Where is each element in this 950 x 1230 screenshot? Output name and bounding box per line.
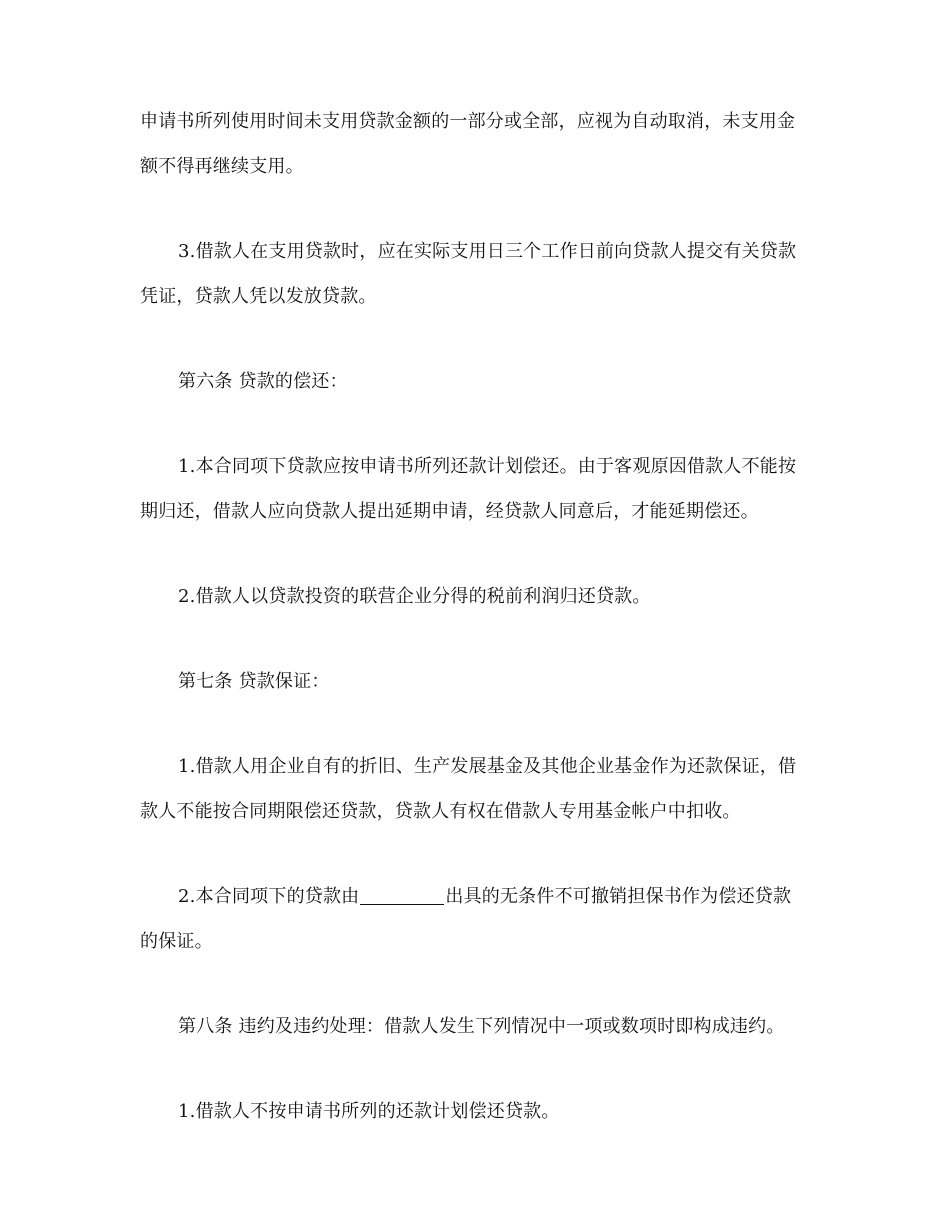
article-heading: 第八条 违约及违约处理：借款人发生下列情况中一项或数项时即构成违约。 <box>178 1016 785 1037</box>
paragraph-line: 额不得再继续支用。 <box>140 156 304 177</box>
paragraph-line: 凭证，贷款人凭以发放贷款。 <box>140 286 377 307</box>
paragraph-line: 2.借款人以贷款投资的联营企业分得的税前利润归还贷款。 <box>178 586 651 607</box>
paragraph-text: 出具的无条件不可撤销担保书作为偿还贷款 <box>445 886 792 907</box>
paragraph-line: 期归还，借款人应向贷款人提出延期申请，经贷款人同意后，才能延期偿还。 <box>140 501 759 522</box>
paragraph-line: 3.借款人在支用贷款时，应在实际支用日三个工作日前向贷款人提交有关贷款 <box>178 241 797 262</box>
paragraph-line: 款人不能按合同期限偿还贷款，贷款人有权在借款人专用基金帐户中扣收。 <box>140 801 741 822</box>
paragraph-line: 1.借款人不按申请书所列的还款计划偿还贷款。 <box>178 1101 560 1122</box>
paragraph-line: 的保证。 <box>140 931 213 952</box>
article-heading: 第七条 贷款保证： <box>178 671 330 692</box>
article-heading: 第六条 贷款的偿还： <box>178 371 348 392</box>
paragraph-line: 申请书所列使用时间未支用贷款金额的一部分或全部，应视为自动取消，未支用金 <box>140 111 796 132</box>
paragraph-line: 1.借款人用企业自有的折旧、生产发展基金及其他企业基金作为还款保证，借 <box>178 756 797 777</box>
paragraph-line: 1.本合同项下贷款应按申请书所列还款计划偿还。由于客观原因借款人不能按 <box>178 456 797 477</box>
paragraph-text: 2.本合同项下的贷款由 <box>178 886 360 907</box>
paragraph-line-with-blank <box>178 885 791 909</box>
fill-in-blank[interactable] <box>360 886 444 905</box>
